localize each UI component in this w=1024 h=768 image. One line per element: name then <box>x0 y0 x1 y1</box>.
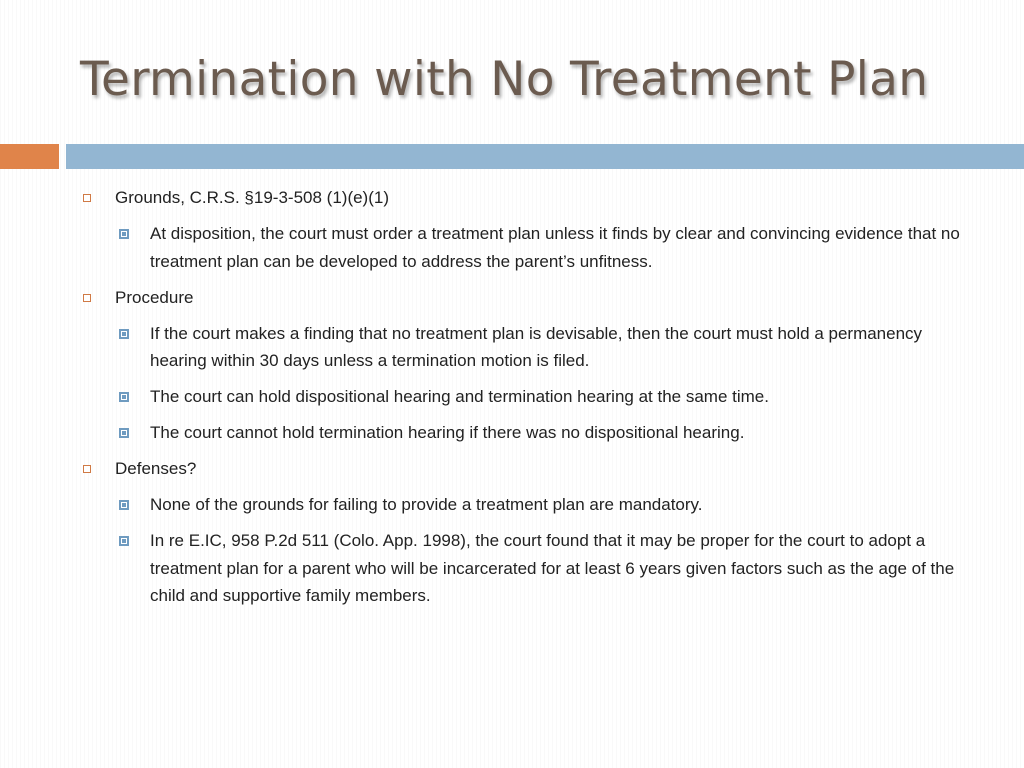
hollow-square-bullet-icon <box>83 465 91 473</box>
sub-bullet-text: The court can hold dispositional hearing and termination hearing at the same time. <box>150 387 769 406</box>
title-accent-bar-orange <box>0 144 59 169</box>
sub-bullet <box>115 383 980 411</box>
sub-bullet <box>115 419 980 447</box>
sub-bullet-text: If the court makes a finding that no treatment plan is devisable, then the court must hold a permanency hearing within 30 days unless a termination motion is filed. <box>150 323 923 370</box>
sub-bullet <box>115 527 980 610</box>
sub-bullet-text: In re E.IC, 958 P.2d 511 (Colo. App. 1998), the court found that it may be proper for the court to adopt a treatment plan for a parent who will be incarcerated for at least 6 years given factors such as the age of the child and supportive family members. <box>150 531 955 605</box>
bullet-text: Defenses? <box>115 459 197 478</box>
title-accent-bar-blue <box>66 144 1024 169</box>
slide-title: Termination with No Treatment Plan <box>80 52 929 107</box>
sub-bullet <box>115 491 980 519</box>
sub-bullet <box>115 320 980 375</box>
filled-square-bullet-icon <box>119 329 129 339</box>
filled-square-bullet-icon <box>119 229 129 239</box>
sub-bullet-text: None of the grounds for failing to provide a treatment plan are mandatory. <box>150 495 703 514</box>
filled-square-bullet-icon <box>119 536 129 546</box>
filled-square-bullet-icon <box>119 428 129 438</box>
hollow-square-bullet-icon <box>83 294 91 302</box>
sub-bullet-text: The court cannot hold termination hearing if there was no dispositional hearing. <box>150 423 745 442</box>
bullet-text: Grounds, C.R.S. §19-3-508 (1)(e)(1) <box>115 188 389 207</box>
filled-square-bullet-icon <box>119 500 129 510</box>
bullet-procedure <box>80 284 980 311</box>
bullet-text: Procedure <box>115 287 194 307</box>
filled-square-bullet-icon <box>119 392 129 402</box>
slide-body <box>80 184 980 618</box>
bullet-grounds <box>80 184 980 211</box>
sub-bullet <box>115 220 980 275</box>
bullet-defenses <box>80 455 980 482</box>
sub-bullet-text: At disposition, the court must order a treatment plan unless it finds by clear and convincing evidence that no treatment plan can be developed to address the parent’s unfitness. <box>150 224 960 271</box>
hollow-square-bullet-icon <box>83 194 91 202</box>
